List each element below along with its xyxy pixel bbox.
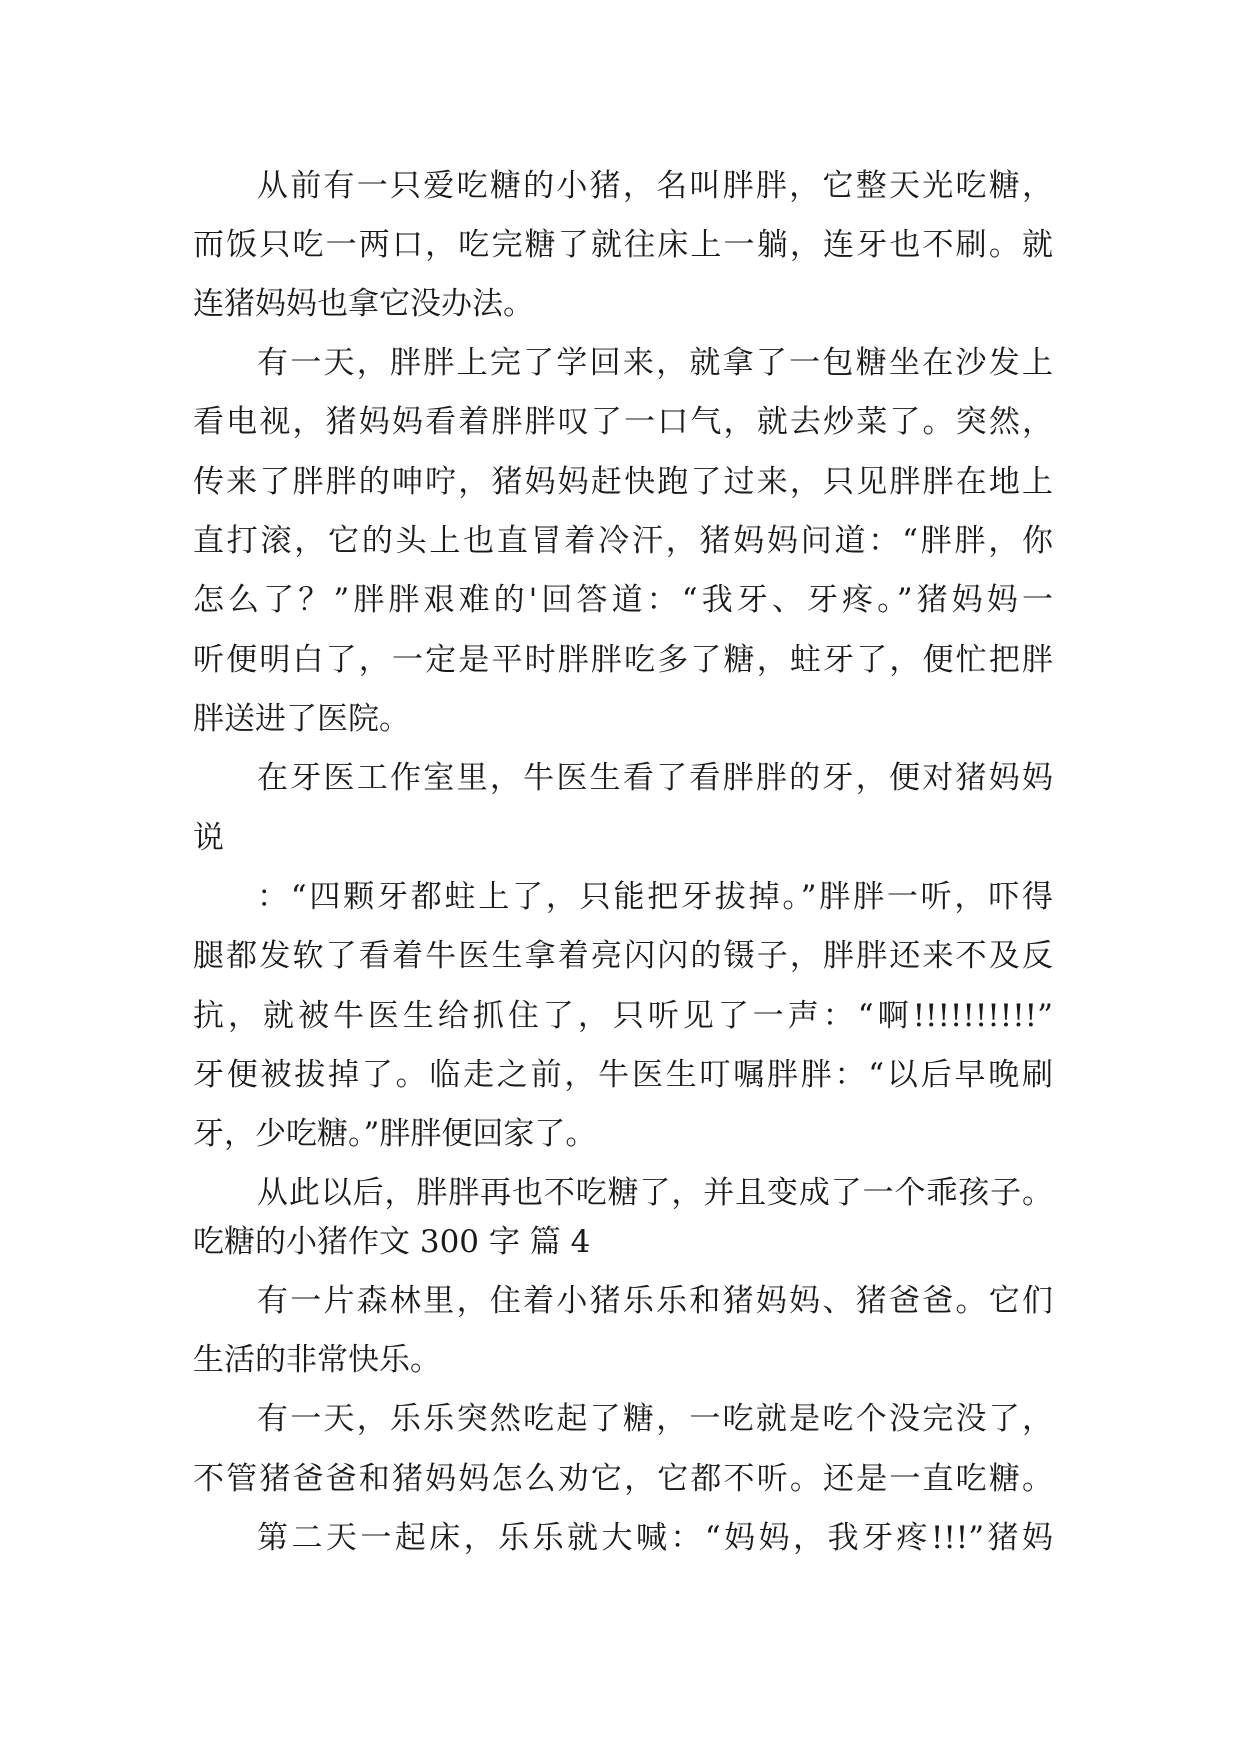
text-line: 直打滚，它的头上也直冒着冷汗，猪妈妈问道：“胖胖，你 bbox=[193, 523, 1053, 559]
text-line: 从此以后，胖胖再也不吃糖了，并且变成了一个乖孩子。 bbox=[257, 1175, 1053, 1211]
text-line: 有一天，乐乐突然吃起了糖，一吃就是吃个没完没了， bbox=[257, 1401, 1053, 1437]
text-line: 连猪妈妈也拿它没办法。 bbox=[193, 286, 534, 322]
text-line: 有一片森林里，住着小猪乐乐和猪妈妈、猪爸爸。它们 bbox=[257, 1283, 1053, 1319]
text-line: 腿都发软了看着牛医生拿着亮闪闪的镊子，胖胖还来不及反 bbox=[193, 938, 1053, 974]
text-line: 牙便被拔掉了。临走之前，牛医生叮嘱胖胖：“以后早晚刷 bbox=[193, 1057, 1053, 1093]
text-line: 牙，少吃糖。”胖胖便回家了。 bbox=[193, 1116, 597, 1152]
text-line: 传来了胖胖的呻咛，猪妈妈赶快跑了过来，只见胖胖在地上 bbox=[193, 464, 1053, 500]
text-line: 从前有一只爱吃糖的小猪，名叫胖胖，它整天光吃糖， bbox=[257, 168, 1053, 204]
text-line: 在牙医工作室里，牛医生看了看胖胖的牙，便对猪妈妈 bbox=[257, 760, 1053, 796]
text-line: ：“四颗牙都蛀上了，只能把牙拔掉。”胖胖一听，吓得 bbox=[257, 879, 1053, 915]
text-line: 怎么了？”胖胖艰难的'回答道：“我牙、牙疼。”猪妈妈一 bbox=[193, 582, 1053, 618]
text-line: 抗，就被牛医生给抓住了，只听见了一声：“啊!!!!!!!!!!” bbox=[193, 998, 1053, 1034]
text-line: 听便明白了，一定是平时胖胖吃多了糖，蛀牙了，便忙把胖 bbox=[193, 642, 1053, 678]
text-line: 不管猪爸爸和猪妈妈怎么劝它，它都不听。还是一直吃糖。 bbox=[193, 1461, 1053, 1497]
text-line: 生活的非常快乐。 bbox=[193, 1342, 441, 1378]
text-line: 胖送进了医院。 bbox=[193, 701, 410, 737]
text-line: 而饭只吃一两口，吃完糖了就往床上一躺，连牙也不刷。就 bbox=[193, 227, 1053, 263]
text-line: 说 bbox=[193, 820, 224, 856]
text-line: 第二天一起床，乐乐就大喊：“妈妈，我牙疼!!!”猪妈 bbox=[257, 1520, 1053, 1556]
text-line: 看电视，猪妈妈看着胖胖叹了一口气，就去炒菜了。突然， bbox=[193, 404, 1053, 440]
text-line: 有一天，胖胖上完了学回来，就拿了一包糖坐在沙发上 bbox=[257, 345, 1053, 381]
section-heading: 吃糖的小猪作文 300 字 篇 4 bbox=[193, 1224, 591, 1260]
